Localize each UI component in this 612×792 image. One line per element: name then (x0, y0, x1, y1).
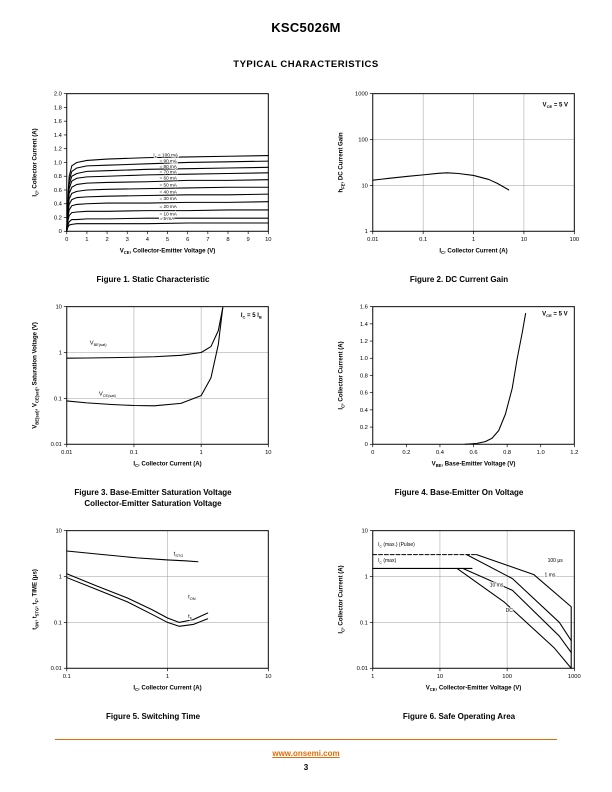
svg-text:0.4: 0.4 (359, 408, 368, 415)
svg-text:100: 100 (569, 236, 580, 243)
figure-5 (28, 519, 278, 722)
svg-text:1.6: 1.6 (53, 119, 62, 126)
figure-2 (334, 82, 584, 285)
figure-6-series-label: 100 μs (547, 557, 563, 564)
figure-5-caption: Figure 5. Switching Time (105, 712, 201, 722)
figure-3-caption: Figure 3. Base-Emitter Saturation Voltage Collector-Emitter Saturation Voltage (74, 488, 232, 508)
figure-3 (28, 295, 278, 509)
figure-6-curve (457, 569, 571, 669)
svg-text:0.2: 0.2 (359, 425, 368, 432)
figure-1-series-label: = 30 mA (159, 196, 177, 202)
svg-text:10: 10 (361, 183, 368, 190)
figure-2-annotation: $V_{CE} = 5$ V (542, 102, 569, 110)
svg-text:1.2: 1.2 (359, 339, 368, 346)
svg-text:3: 3 (125, 236, 129, 243)
figure-5-plot (28, 519, 278, 709)
figure-2-chart (334, 82, 584, 272)
svg-text:0.01: 0.01 (367, 236, 379, 243)
figure-6-x-axis-label: $V_{CE}$, Collector-Emitter Voltage (V) (425, 684, 522, 693)
svg-text:0.01: 0.01 (61, 450, 73, 457)
svg-text:0.8: 0.8 (503, 450, 512, 457)
figure-4-plot (334, 295, 584, 485)
svg-text:1.6: 1.6 (359, 304, 368, 311)
figure-1-series-label: = 70 mA (159, 169, 177, 175)
figure-4-y-axis-label: $I_C$, Collector Current (A) (337, 341, 346, 411)
figure-2-plot (334, 82, 584, 272)
figure-6-plot (334, 519, 584, 709)
figure-3-series-label: $V_{BE(sat)}$ (89, 340, 107, 348)
svg-text:0.1: 0.1 (419, 236, 428, 243)
svg-text:1.0: 1.0 (536, 450, 545, 457)
figure-1-curve (67, 223, 269, 231)
svg-text:2.0: 2.0 (53, 91, 62, 98)
svg-text:10: 10 (436, 674, 444, 681)
svg-text:0.6: 0.6 (359, 390, 368, 397)
figure-4-chart (334, 295, 584, 485)
svg-text:0.01: 0.01 (356, 666, 368, 673)
svg-text:0.6: 0.6 (53, 187, 62, 194)
figures-grid (28, 82, 584, 723)
figure-2-x-axis-label: $I_C$, Collector Current (A) (439, 247, 508, 256)
svg-text:100: 100 (358, 137, 368, 144)
svg-text:10: 10 (265, 236, 272, 243)
page-number: 3 (303, 763, 309, 772)
footer-rule (55, 739, 557, 740)
svg-text:10: 10 (361, 528, 368, 535)
figure-1-series-label: = 10 mA (159, 211, 177, 217)
svg-text:1: 1 (371, 674, 375, 681)
figure-2-y-axis-label: $h_{FE}$, DC Current Gain (337, 132, 346, 193)
figure-1-series-label: = 90 mA (159, 158, 177, 164)
svg-text:1.4: 1.4 (359, 322, 368, 329)
figure-1-series-label: = 80 mA (159, 163, 177, 169)
svg-text:0.4: 0.4 (435, 450, 444, 457)
figure-6-curve (467, 555, 572, 641)
figure-5-series-label: $t_{STG}$ (173, 551, 184, 559)
figure-1-series-label: = 40 mA (159, 189, 177, 195)
figure-4-annotation: $V_{CE} = 5$ V (542, 311, 568, 319)
svg-text:0.1: 0.1 (359, 620, 368, 627)
figure-3-series-label: $V_{CE(sat)}$ (98, 392, 116, 399)
svg-text:1.8: 1.8 (53, 105, 62, 112)
figure-6 (334, 519, 584, 722)
svg-text:0.1: 0.1 (129, 450, 138, 457)
figure-6-y-axis-label: $I_C$, Collector Current (A) (337, 565, 346, 634)
svg-text:1: 1 (199, 450, 203, 457)
svg-text:0.1: 0.1 (53, 620, 62, 627)
figure-1-chart (28, 82, 278, 272)
figure-5-curve (67, 578, 208, 627)
figure-6-series-label: DC (505, 608, 513, 615)
svg-text:1.0: 1.0 (359, 356, 368, 363)
figure-5-series-label: $t_{ON}$ (188, 594, 196, 602)
svg-text:10: 10 (55, 304, 62, 311)
svg-text:5: 5 (165, 236, 170, 243)
figure-1-x-axis-label: $V_{CE}$, Collector-Emitter Voltage (V) (119, 247, 216, 256)
svg-text:0.8: 0.8 (359, 373, 368, 380)
figure-4 (334, 295, 584, 509)
svg-text:1000: 1000 (567, 674, 581, 681)
svg-text:1.4: 1.4 (53, 132, 62, 139)
figure-1-series-label: = 60 mA (159, 175, 177, 181)
page-footer (0, 739, 612, 772)
svg-text:1.2: 1.2 (570, 450, 579, 457)
svg-text:8: 8 (226, 236, 230, 243)
svg-text:7: 7 (206, 236, 210, 243)
figure-1-series-label: = 20 mA (159, 203, 177, 209)
svg-text:1.2: 1.2 (53, 146, 62, 153)
svg-text:0.2: 0.2 (53, 215, 62, 222)
figure-6-caption: Figure 6. Safe Operating Area (402, 712, 516, 722)
figure-2-curve (373, 173, 509, 190)
figure-3-plot (28, 295, 278, 485)
svg-text:1000: 1000 (355, 91, 368, 98)
figure-4-curve (465, 314, 525, 445)
onsemi-link[interactable]: www.onsemi.com (272, 749, 340, 758)
figure-3-chart (28, 295, 278, 485)
figure-6-series-label: 1 ms (544, 572, 556, 579)
svg-text:0.6: 0.6 (469, 450, 478, 457)
figure-2-caption: Figure 2. DC Current Gain (409, 275, 509, 284)
svg-text:1: 1 (364, 574, 368, 581)
figure-1-series-label: $I_B = 100$ mA (153, 152, 179, 159)
part-number: KSC5026M (271, 20, 341, 35)
svg-text:1: 1 (58, 574, 62, 581)
figure-3-x-axis-label: $I_C$, Collector Current (A) (133, 460, 202, 469)
svg-text:0.2: 0.2 (402, 450, 411, 457)
figure-3-curve (67, 308, 223, 358)
figure-1 (28, 82, 278, 285)
section-title: TYPICAL CHARACTERISTICS (233, 59, 379, 70)
svg-text:0.01: 0.01 (50, 442, 62, 449)
figure-6-series-label: $I_C$ (max) (378, 558, 397, 565)
figure-5-chart (28, 519, 278, 709)
svg-text:0.01: 0.01 (50, 666, 62, 673)
svg-text:0.1: 0.1 (53, 396, 62, 403)
figure-1-series-label: = 50 mA (159, 182, 177, 188)
svg-text:10: 10 (265, 450, 272, 457)
svg-text:10: 10 (520, 236, 528, 243)
page-header (0, 0, 612, 70)
svg-text:1: 1 (364, 229, 368, 236)
figure-1-plot (28, 82, 278, 272)
svg-text:10: 10 (55, 528, 62, 535)
svg-text:9: 9 (246, 236, 250, 243)
svg-text:100: 100 (502, 674, 512, 681)
svg-text:1: 1 (85, 236, 89, 243)
svg-text:0: 0 (371, 450, 375, 457)
figure-1-caption: Figure 1. Static Characteristic (96, 275, 210, 284)
figure-1-y-axis-label: $I_C$, Collector Current (A) (31, 128, 40, 197)
figure-5-series-label: $t_F$ (188, 614, 193, 621)
svg-text:1: 1 (58, 350, 62, 357)
svg-text:1: 1 (471, 236, 476, 243)
svg-text:6: 6 (186, 236, 190, 243)
figure-6-chart (334, 519, 584, 709)
svg-text:2: 2 (105, 236, 109, 243)
figure-3-annotation: $I_C = 5$ $I_B$ (240, 313, 262, 320)
svg-text:0: 0 (364, 442, 368, 449)
figure-5-y-axis-label: $t_{ON}$, $t_{STG}$, $t_F$, TIME (μs) (31, 569, 40, 630)
figure-3-y-axis-label: $V_{BE(sat)}$, $V_{CE(sat)}$, Saturation Voltage (V) (31, 322, 40, 430)
svg-text:1.0: 1.0 (53, 160, 62, 167)
svg-text:1: 1 (165, 674, 170, 681)
figure-4-caption: Figure 4. Base-Emitter On Voltage (394, 488, 524, 498)
svg-text:10: 10 (265, 674, 272, 681)
svg-text:0.8: 0.8 (53, 174, 62, 181)
svg-text:0.1: 0.1 (62, 674, 71, 681)
svg-text:0: 0 (65, 236, 69, 243)
figure-5-x-axis-label: $I_C$, Collector Current (A) (133, 684, 202, 693)
svg-text:4: 4 (145, 236, 149, 243)
figure-5-curve (67, 574, 208, 623)
figure-4-x-axis-label: $V_{BE}$, Base-Emitter Voltage (V) (431, 460, 516, 469)
figure-1-series-label: = 5 mA (159, 216, 175, 222)
figure-6-series-label: 10 ms (489, 582, 504, 589)
figure-6-series-label: $I_C$ (max.) (Pulse) (378, 542, 415, 549)
figure-6-curve (463, 569, 571, 653)
svg-text:0: 0 (58, 229, 62, 236)
svg-text:0.4: 0.4 (53, 201, 62, 208)
